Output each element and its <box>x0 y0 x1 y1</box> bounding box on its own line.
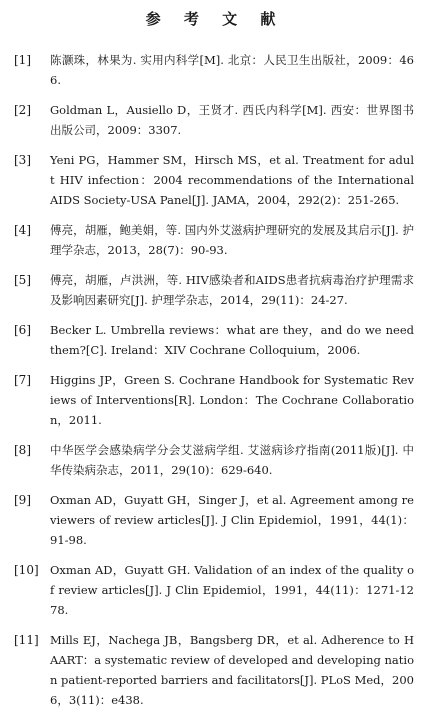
reference-number: [7] <box>14 373 31 387</box>
reference-item <box>14 270 414 310</box>
reference-list <box>14 50 414 720</box>
reference-number: [3] <box>14 153 31 167</box>
reference-number: [9] <box>14 493 31 507</box>
reference-number: [11] <box>14 633 39 647</box>
reference-item <box>14 490 414 550</box>
reference-item <box>14 100 414 140</box>
reference-number: [2] <box>14 103 31 117</box>
reference-number: [6] <box>14 323 31 337</box>
reference-text: Higgins JP，Green S. Cochrane Handbook for Systematic Reviews of Interventions[R]. London：The Cochrane Collaboration，2011. <box>50 373 414 427</box>
reference-text: 傅亮，胡雁，卢洪洲，等. HIV感染者和AIDS患者抗病毒治疗护理需求及影响因素研究[J]. 护理学杂志，2014，29(11)：24-27. <box>50 273 414 307</box>
reference-item <box>14 630 414 710</box>
reference-item <box>14 440 414 480</box>
reference-number: [10] <box>14 563 39 577</box>
reference-text: Goldman L，Ausiello D，王贤才. 西氏内科学[M]. 西安：世界图书出版公司，2009：3307. <box>50 103 414 137</box>
reference-text: Yeni PG，Hammer SM，Hirsch MS，et al. Treatment for adult HIV infection：2004 recommendations of the International AIDS Society-USA Panel[J]. JAMA，2004，292(2)：251-265. <box>50 153 414 207</box>
reference-item <box>14 220 414 260</box>
reference-text: Becker L. Umbrella reviews：what are they，and do we need them?[C]. Ireland：XIV Cochrane Colloquium，2006. <box>50 323 414 357</box>
reference-number: [5] <box>14 273 31 287</box>
reference-item <box>14 320 414 360</box>
reference-number: [8] <box>14 443 31 457</box>
reference-item <box>14 50 414 90</box>
reference-number: [4] <box>14 223 31 237</box>
reference-text: 中华医学会感染病学分会艾滋病学组. 艾滋病诊疗指南(2011版)[J]. 中华传染病杂志，2011，29(10)：629-640. <box>50 443 414 477</box>
reference-number: [1] <box>14 53 31 67</box>
reference-item <box>14 150 414 210</box>
reference-text: 陈灏珠，林果为. 实用内科学[M]. 北京：人民卫生出版社，2009：466. <box>50 53 414 87</box>
reference-text: Oxman AD，Guyatt GH，Singer J，et al. Agreement among reviewers of review articles[J]. J Clin Epidemiol，1991，44(1)：91-98. <box>50 493 414 547</box>
reference-text: 傅亮，胡雁，鲍美娟，等. 国内外艾滋病护理研究的发展及其启示[J]. 护理学杂志，2013，28(7)：90-93. <box>50 223 414 257</box>
reference-text: Mills EJ，Nachega JB，Bangsberg DR，et al. Adherence to HAART：a systematic review of developed and developing nation patient-reported barriers and facilitators[J]. PLoS Med，2006，3(11)：e438. <box>50 633 414 707</box>
reference-item <box>14 370 414 430</box>
section-title: 参 考 文 献 <box>145 10 285 28</box>
reference-text: Oxman AD，Guyatt GH. Validation of an index of the quality of review articles[J]. J Clin Epidemiol，1991，44(11)：1271-1278. <box>50 563 414 617</box>
reference-item <box>14 560 414 620</box>
